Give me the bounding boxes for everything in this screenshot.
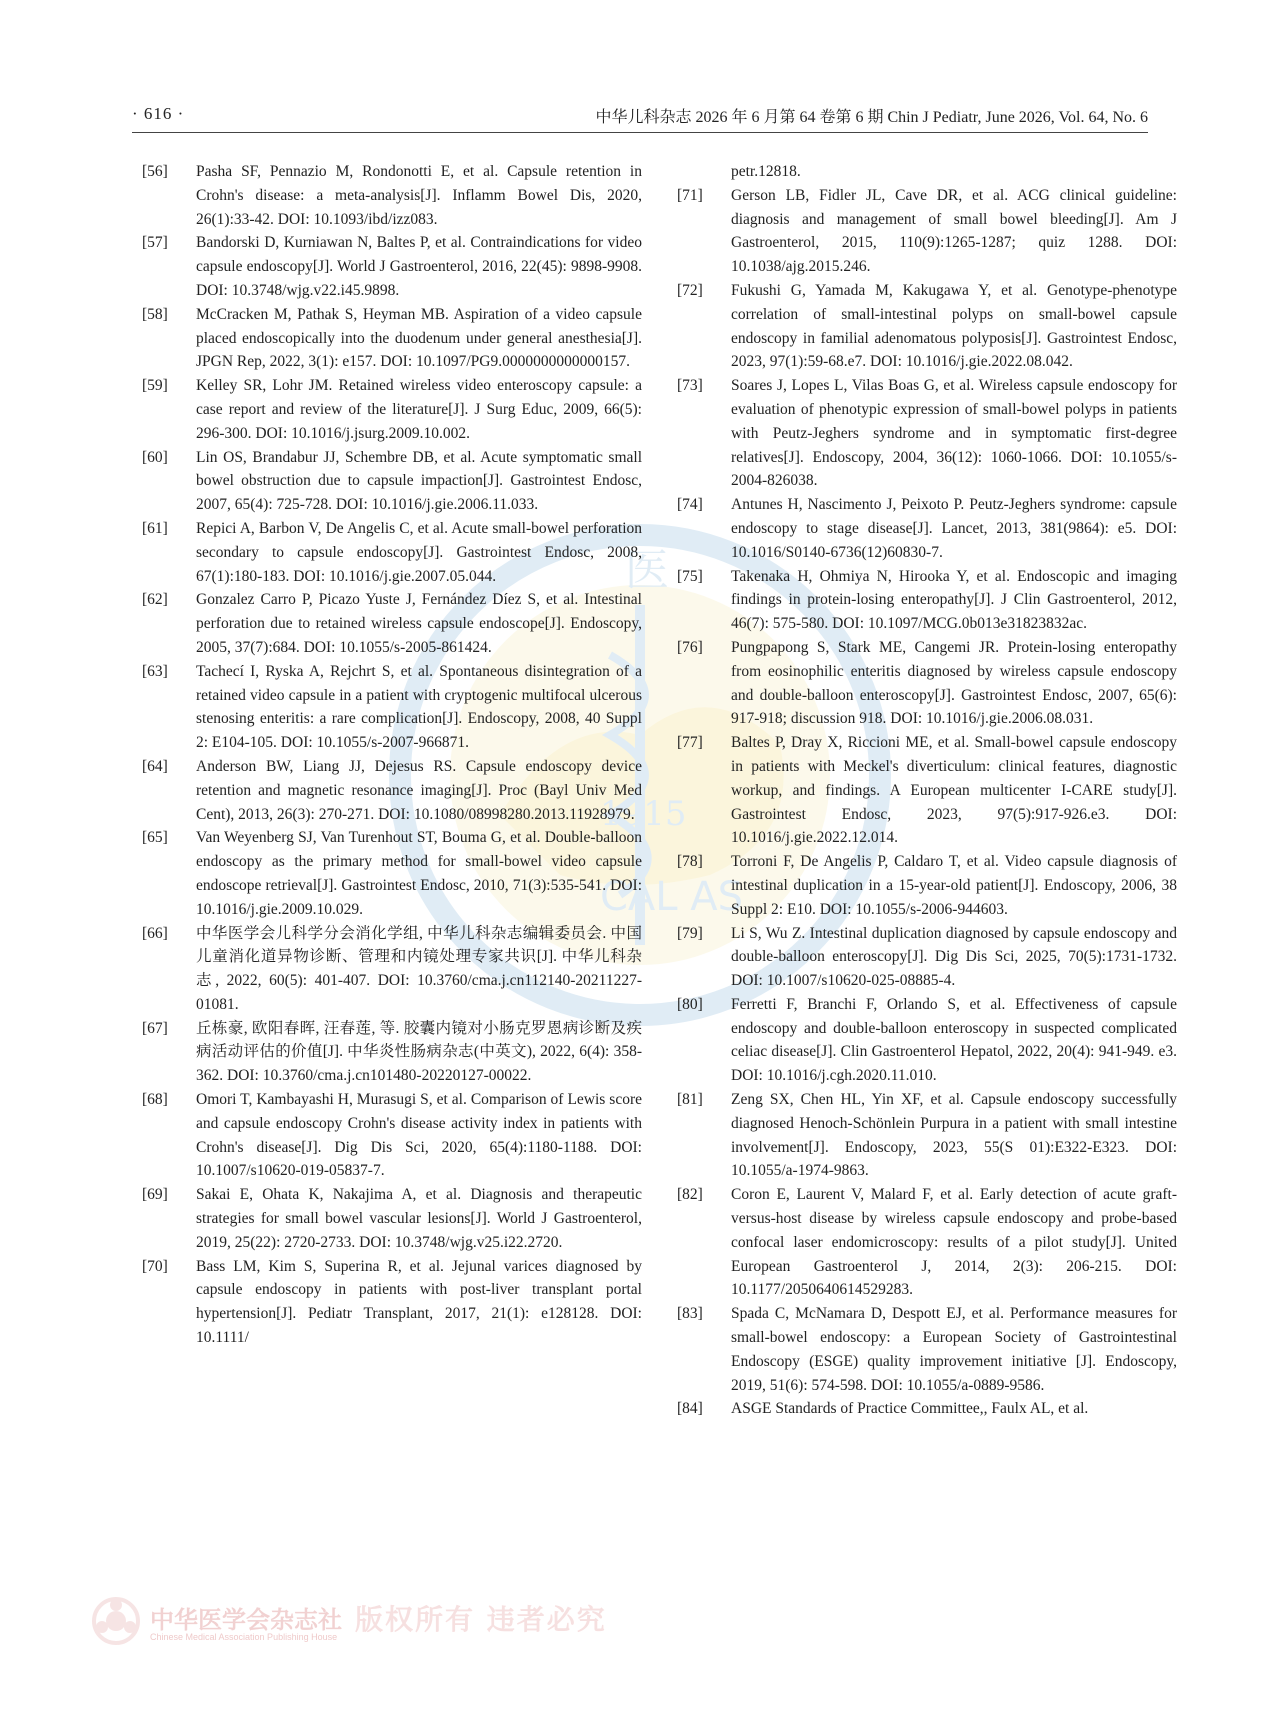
reference-item <box>142 160 642 231</box>
reference-number: [70] <box>142 1257 168 1275</box>
seal-year: 1915 <box>600 794 687 834</box>
reference-number: [69] <box>142 1186 168 1204</box>
reference-item <box>142 1017 642 1088</box>
reference-number: [67] <box>142 1019 168 1037</box>
reference-number: [72] <box>677 281 703 299</box>
reference-number: [60] <box>142 448 168 466</box>
reference-number: [74] <box>677 496 703 514</box>
reference-text: Takenaka H, Ohmiya N, Hirooka Y, et al. Endoscopic and imaging findings in protein-losing enteropathy[J]. J Clin Gastroenterol, 2012, 46(7): 575-580. DOI: 10.1097/MCG.0b013e31823832ac. <box>731 567 1177 633</box>
reference-number: [68] <box>142 1091 168 1109</box>
reference-item <box>677 922 1177 993</box>
reference-text: Baltes P, Dray X, Riccioni ME, et al. Small-bowel capsule endoscopy in patients with Meckel's diverticulum: clinical features, diagnostic workup, and findings. A European multicenter I-CARE study[J]. Gastrointest Endosc, 2023, 97(5):917-926.e3. DOI: 10.1016/j.gie.2022.12.014. <box>731 734 1177 847</box>
reference-item <box>142 588 642 659</box>
reference-text: ASGE Standards of Practice Committee,, Faulx AL, et al. <box>731 1400 1089 1418</box>
reference-text: Tachecí I, Ryska A, Rejchrt S, et al. Spontaneous disintegration of a retained video capsule in a patient with cryptogenic multifocal ulcerous stenosing enteritis: a rare complication[J]. Endoscopy, 2008, 40 Suppl 2: E104-105. DOI: 10.1055/s-2007-966871. <box>196 662 642 752</box>
reference-item <box>677 1088 1177 1183</box>
reference-text: McCracken M, Pathak S, Heyman MB. Aspiration of a video capsule placed endoscopically into the duodenum under general anesthesia[J]. JPGN Rep, 2022, 3(1): e157. DOI: 10.1097/PG9.0000000000000157. <box>196 305 642 371</box>
reference-text: Repici A, Barbon V, De Angelis C, et al. Acute small-bowel perforation secondary to capsule endoscopy[J]. Gastrointest Endosc, 2008, 67(1):180-183. DOI: 10.1016/j.gie.2007.05.044. <box>196 519 642 585</box>
reference-number: [58] <box>142 305 168 323</box>
reference-number: [76] <box>677 638 703 656</box>
reference-item <box>677 565 1177 636</box>
publisher-name: 中华医学会杂志社 <box>150 1605 342 1634</box>
reference-text: Pasha SF, Pennazio M, Rondonotti E, et al. Capsule retention in Crohn's disease: a meta-analysis[J]. Inflamm Bowel Dis, 2020, 26(1):33-42. DOI: 10.1093/ibd/izz083. <box>196 163 642 228</box>
reference-text: Kelley SR, Lohr JM. Retained wireless video enteroscopy capsule: a case report and review of the literature[J]. J Surg Educ, 2009, 66(5): 296-300. DOI: 10.1016/j.jsurg.2009.10.002. <box>196 377 642 442</box>
reference-item <box>142 826 642 921</box>
seal-char: 医 <box>625 545 669 596</box>
reference-continuation <box>677 160 1177 184</box>
reference-text: Spada C, McNamara D, Despott EJ, et al. Performance measures for small-bowel endoscopy: a European Society of Gastrointestinal Endoscopy (ESGE) quality improvement initiative [J]. Endoscopy, 2019, 51(6): 574-598. DOI: 10.1055/a-0889-9586. <box>731 1305 1177 1394</box>
reference-item <box>142 446 642 517</box>
reference-number: [79] <box>677 924 703 942</box>
reference-text: Antunes H, Nascimento J, Peixoto P. Peutz-Jeghers syndrome: capsule endoscopy to stage disease[J]. Lancet, 2013, 381(9864): e5. DOI: 10.1016/S0140-6736(12)60830-7. <box>731 496 1177 561</box>
reference-text: 丘栋豪, 欧阳春晖, 汪春莲, 等. 胶囊内镜对小肠克罗恩病诊断及疾病活动评估的价值[J]. 中华炎性肠病杂志(中英文), 2022, 6(4): 358-362. DOI: 10.3760/cma.j.cn101480-20220127-00022. <box>196 1019 642 1085</box>
publisher-name-en: Chinese Medical Association Publishing House <box>150 1632 338 1642</box>
reference-number: [65] <box>142 829 168 847</box>
reference-item <box>677 184 1177 279</box>
reference-text: Sakai E, Ohata K, Nakajima A, et al. Diagnosis and therapeutic strategies for small bowel vascular lesions[J]. World J Gastroenterol, 2019, 25(22): 2720-2733. DOI: 10.3748/wjg.v25.i22.2720. <box>196 1186 642 1251</box>
reference-item <box>677 1302 1177 1397</box>
reference-number: [57] <box>142 234 168 252</box>
seal-bottom-text: CAL AS <box>600 874 744 920</box>
reference-item <box>142 660 642 755</box>
reference-item <box>677 993 1177 1088</box>
reference-number: [73] <box>677 377 703 395</box>
reference-text: Omori T, Kambayashi H, Murasugi S, et al. Comparison of Lewis score and capsule endoscopy Crohn's disease activity index in patients with Crohn's disease[J]. Dig Dis Sci, 2020, 65(4):1180-1188. DOI: 10.1007/s10620-019-05837-7. <box>196 1091 642 1180</box>
reference-item <box>142 303 642 374</box>
reference-text: Soares J, Lopes L, Vilas Boas G, et al. Wireless capsule endoscopy for evaluation of phenotypic expression of small-bowel polyps in patients with Peutz-Jeghers syndrome and in symptomatic first-degree relatives[J]. Endoscopy, 2004, 36(12): 1060-1066. DOI: 10.1055/s-2004-826038. <box>731 377 1177 490</box>
reference-item <box>142 1088 642 1183</box>
running-header <box>132 104 1148 133</box>
reference-number: [78] <box>677 853 703 871</box>
journal-citation: 中华儿科杂志 2026 年 6 月第 64 卷第 6 期 Chin J Pediatr, June 2026, Vol. 64, No. 6 <box>595 109 1148 126</box>
reference-item <box>677 731 1177 850</box>
reference-item <box>677 636 1177 731</box>
reference-item <box>142 1255 642 1350</box>
reference-text: Zeng SX, Chen HL, Yin XF, et al. Capsule endoscopy successfully diagnosed Henoch-Schönlein Purpura in a patient with small intestine involvement[J]. Endoscopy, 2023, 55(S 01):E322-E323. DOI: 10.1055/a-1974-9863. <box>731 1091 1177 1180</box>
reference-item <box>142 755 642 826</box>
reference-text: Lin OS, Brandabur JJ, Schembre DB, et al. Acute symptomatic small bowel obstruction due to capsule impaction[J]. Gastrointest Endosc, 2007, 65(4): 725-728. DOI: 10.1016/j.gie.2006.11.033. <box>196 448 642 514</box>
reference-text: Torroni F, De Angelis P, Caldaro T, et al. Video capsule diagnosis of intestinal duplication in a 15-year-old patient[J]. Endoscopy, 2006, 38 Suppl 2: E10. DOI: 10.1055/s-2006-944603. <box>731 853 1177 918</box>
reference-text: petr.12818. <box>731 163 801 180</box>
reference-text: Gerson LB, Fidler JL, Cave DR, et al. ACG clinical guideline: diagnosis and management of small bowel bleeding[J]. Am J Gastroenterol, 2015, 110(9):1265-1287; quiz 1288. DOI: 10.1038/ajg.2015.246. <box>731 186 1177 276</box>
reference-number: [81] <box>677 1091 703 1109</box>
reference-item <box>142 374 642 445</box>
reference-number: [56] <box>142 163 168 180</box>
reference-item <box>677 1183 1177 1302</box>
reference-text: Van Weyenberg SJ, Van Turenhout ST, Bouma G, et al. Double-balloon endoscopy as the primary method for small-bowel video capsule endoscope retrieval[J]. Gastrointest Endosc, 2010, 71(3):535-541. DOI: 10.1016/j.gie.2009.10.029. <box>196 829 642 918</box>
reference-text: Anderson BW, Liang JJ, Dejesus RS. Capsule endoscopy device retention and magnetic resonance imaging[J]. Proc (Bayl Univ Med Cent), 2013, 26(3): 270-271. DOI: 10.1080/08998280.2013.11928979. <box>196 757 642 823</box>
reference-text: Gonzalez Carro P, Picazo Yuste J, Fernández Díez S, et al. Intestinal perforation due to retained wireless capsule endoscope[J]. Endoscopy, 2005, 37(7):684. DOI: 10.1055/s-2005-861424. <box>196 591 642 656</box>
reference-item <box>142 517 642 588</box>
reference-number: [66] <box>142 924 168 942</box>
page-number: · 616 · <box>132 104 185 123</box>
reference-text: Coron E, Laurent V, Malard F, et al. Early detection of acute graft-versus-host disease by wireless capsule endoscopy and probe-based confocal laser endomicroscopy: results of a pilot study[J]. United European Gastroenterol J, 2014, 2(3): 206-215. DOI: 10.1177/2050640614529283. <box>731 1186 1177 1299</box>
reference-number: [62] <box>142 591 168 609</box>
reference-item <box>142 1183 642 1254</box>
copyright-slogan: 版权所有 违者必究 <box>355 1603 607 1636</box>
reference-number: [77] <box>677 734 703 752</box>
reference-number: [80] <box>677 995 703 1013</box>
reference-item <box>677 279 1177 374</box>
reference-number: [71] <box>677 186 703 204</box>
reference-text: 中华医学会儿科学分会消化学组, 中华儿科杂志编辑委员会. 中国儿童消化道异物诊断、管理和内镜处理专家共识[J]. 中华儿科杂志, 2022, 60(5): 401-407. DOI: 10.3760/cma.j.cn112140-20211227-01081. <box>196 924 642 1013</box>
reference-text: Li S, Wu Z. Intestinal duplication diagnosed by capsule endoscopy and double-balloon enteroscopy[J]. Dig Dis Sci, 2025, 70(5):1731-1732. DOI: 10.1007/s10620-025-08885-4. <box>731 924 1177 990</box>
reference-number: [63] <box>142 662 168 680</box>
reference-text: Bass LM, Kim S, Superina R, et al. Jejunal varices diagnosed by capsule endoscopy in patients with post-liver transplant portal hypertension[J]. Pediatr Transplant, 2017, 21(1): e128128. DOI: 10.1111/ <box>196 1257 642 1347</box>
reference-number: [75] <box>677 567 703 585</box>
reference-number: [61] <box>142 519 168 537</box>
reference-number: [83] <box>677 1305 703 1323</box>
reference-item <box>677 850 1177 921</box>
publisher-logo-icon <box>90 1595 142 1647</box>
reference-item <box>142 922 642 1017</box>
reference-item <box>677 493 1177 564</box>
reference-number: [64] <box>142 757 168 775</box>
reference-item <box>677 374 1177 493</box>
reference-column-left <box>142 160 642 1350</box>
reference-number: [82] <box>677 1186 703 1204</box>
reference-text: Ferretti F, Branchi F, Orlando S, et al. Effectiveness of capsule endoscopy and double-balloon enteroscopy in suspected complicated celiac disease[J]. Clin Gastroenterol Hepatol, 2022, 20(4): 941-949. e3. DOI: 10.1016/j.cgh.2020.11.010. <box>731 995 1177 1085</box>
reference-number: [59] <box>142 377 168 395</box>
reference-column-right <box>677 160 1177 1421</box>
reference-text: Fukushi G, Yamada M, Kakugawa Y, et al. Genotype-phenotype correlation of small-intestinal polyps on small-bowel capsule endoscopy in familial adenomatous polyposis[J]. Gastrointest Endosc, 2023, 97(1):59-68.e7. DOI: 10.1016/j.gie.2022.08.042. <box>731 281 1177 371</box>
reference-item <box>142 231 642 302</box>
reference-text: Bandorski D, Kurniawan N, Baltes P, et al. Contraindications for video capsule endoscopy[J]. World J Gastroenterol, 2016, 22(45): 9898-9908. DOI: 10.3748/wjg.v22.i45.9898. <box>196 234 642 299</box>
reference-number: [84] <box>677 1400 703 1418</box>
reference-item <box>677 1397 1177 1421</box>
reference-text: Pungpapong S, Stark ME, Cangemi JR. Protein-losing enteropathy from eosinophilic enteritis diagnosed by wireless capsule endoscopy and double-balloon enteroscopy[J]. Gastrointest Endosc, 2007, 65(6): 917-918; discussion 918. DOI: 10.1016/j.gie.2006.08.031. <box>731 638 1177 728</box>
